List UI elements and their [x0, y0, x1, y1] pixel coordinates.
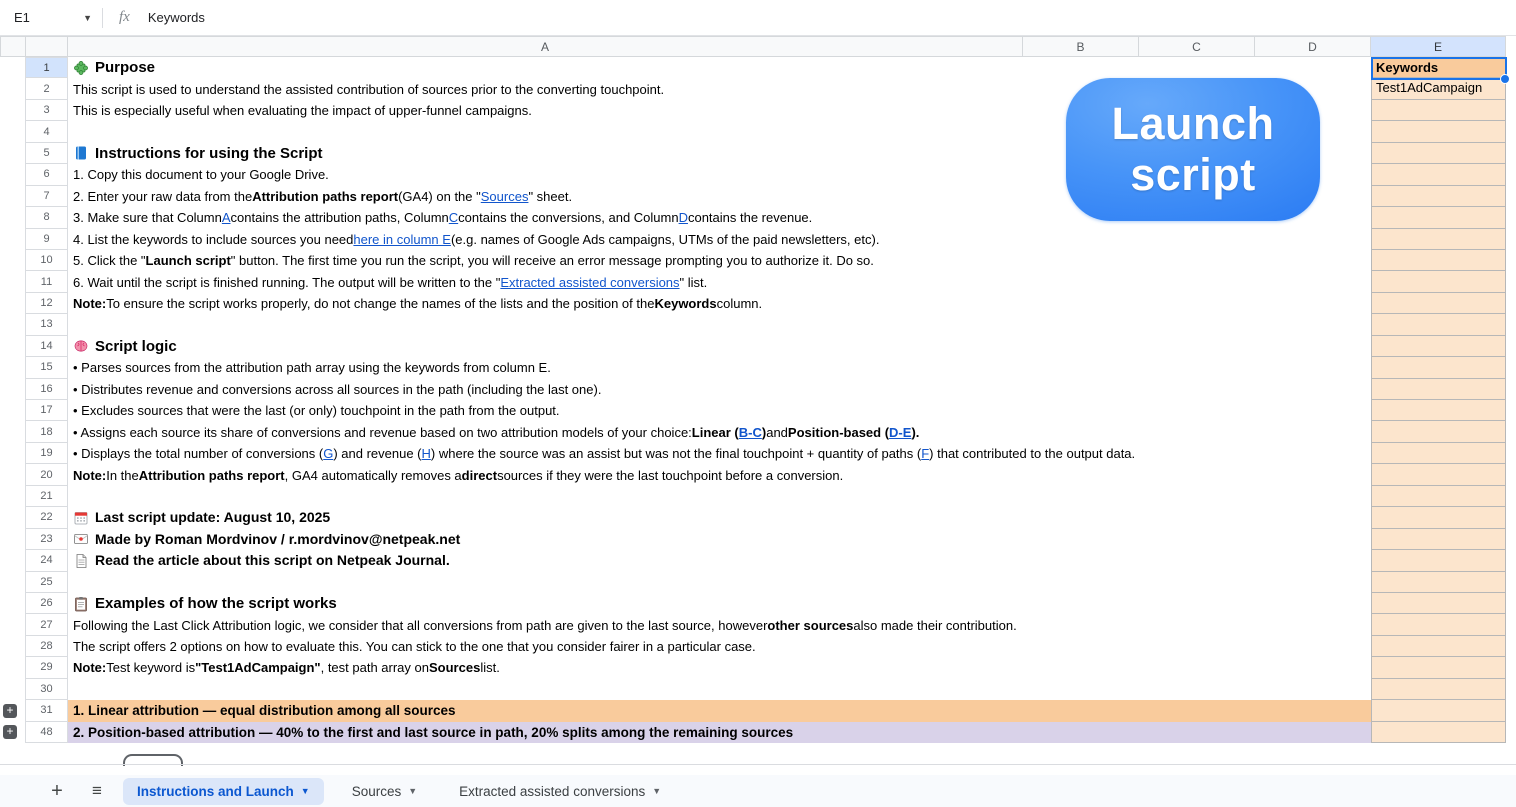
blue-book-icon: [73, 145, 89, 161]
cell[interactable]: 2. Enter your raw data from the Attribution paths report (GA4) on the " Sources " sheet.: [68, 186, 1371, 207]
sheet-tab-bar: [0, 775, 1516, 807]
cell[interactable]: Read the article about this script on Netpeak Journal.: [68, 550, 1371, 571]
table-row: [0, 550, 1516, 571]
row-header[interactable]: 19: [25, 443, 68, 464]
table-row: [0, 379, 1516, 400]
row-header[interactable]: 1: [25, 57, 68, 78]
table-row: [0, 657, 1516, 678]
keyword-cell[interactable]: [1371, 121, 1506, 142]
cell[interactable]: This is especially useful when evaluating the impact of upper-funnel campaigns.: [73, 103, 532, 119]
cell-link[interactable]: B-C: [738, 424, 762, 440]
keyword-cell[interactable]: [1371, 164, 1506, 185]
row-header[interactable]: 8: [25, 207, 68, 228]
row-header[interactable]: 18: [25, 421, 68, 442]
cell-link[interactable]: D: [678, 210, 688, 226]
cell[interactable]: This script is used to understand the assisted contribution of sources prior to the converting touchpoint.: [73, 81, 665, 97]
row-group-gutter: [0, 464, 25, 485]
clipboard-icon: [73, 596, 89, 612]
column-header-a[interactable]: A: [68, 36, 1023, 57]
keyword-cell[interactable]: [1371, 636, 1506, 657]
sheet-tab-label: Instructions and Launch: [137, 783, 294, 799]
table-row: [0, 400, 1516, 421]
keyword-cell[interactable]: [1371, 507, 1506, 528]
keyword-cell[interactable]: [1371, 657, 1506, 678]
row-group-gutter: [0, 657, 25, 678]
row-group-gutter: [0, 636, 25, 657]
add-sheet-icon[interactable]: +: [51, 779, 63, 802]
row-header[interactable]: 31: [25, 700, 68, 721]
row-header[interactable]: 30: [25, 679, 68, 700]
keyword-cell[interactable]: [1371, 100, 1506, 121]
table-row: [0, 529, 1516, 550]
row-group-gutter: [0, 250, 25, 271]
table-row: [0, 593, 1516, 614]
keyword-cell[interactable]: [1371, 186, 1506, 207]
keyword-cell[interactable]: Test1AdCampaign: [1371, 78, 1506, 99]
cell[interactable]: Last script update: August 10, 2025: [68, 507, 1371, 528]
cell[interactable]: Note: In the Attribution paths report , GA4 automatically removes a direct sources if they were the last touchpoint before a conversion.: [73, 467, 844, 483]
cell[interactable]: 6. Wait until the script is finished running. The output will be written to the " Extracted assisted conversions " list.: [68, 271, 1371, 292]
table-row: [0, 57, 1516, 78]
row-header[interactable]: 20: [25, 464, 68, 485]
row-group-gutter: [0, 57, 25, 78]
row-header[interactable]: 7: [25, 186, 68, 207]
cell-link[interactable]: here in column E: [353, 231, 451, 247]
cell[interactable]: • Assigns each source its share of conversions and revenue based on two attribution models of your choice: Linear ( B-C ) and Position-based ( D-E ).: [68, 421, 1371, 442]
row-group-gutter: [0, 357, 25, 378]
row-group-gutter: [0, 143, 25, 164]
keyword-cell[interactable]: [1371, 700, 1506, 721]
expand-group-button[interactable]: +: [3, 725, 17, 739]
row-header[interactable]: 28: [25, 636, 68, 657]
table-row: [0, 314, 1516, 335]
row-header[interactable]: 13: [25, 314, 68, 335]
page-icon: [73, 553, 89, 569]
cell[interactable]: • Displays the total number of conversions ( G ) and revenue ( H ) where the source was an assist but was not the final touchpoint + quantity of paths ( F ) that contributed to the output data.: [68, 443, 1371, 464]
name-box[interactable]: [0, 0, 102, 35]
column-headers: [0, 36, 1516, 57]
sheet-tab-sources[interactable]: [338, 778, 431, 805]
row-header[interactable]: 22: [25, 507, 68, 528]
keyword-cell[interactable]: [1371, 250, 1506, 271]
row-header[interactable]: 9: [25, 229, 68, 250]
table-row: [0, 700, 1516, 721]
cell[interactable]: • Parses sources from the attribution path array using the keywords from column E.: [73, 360, 551, 376]
sheet-tab-label: Sources: [351, 783, 402, 799]
email-icon: [73, 531, 89, 547]
row-header[interactable]: 10: [25, 250, 68, 271]
row-group-gutter: [0, 700, 25, 721]
cell[interactable]: [68, 679, 1371, 700]
row-header[interactable]: 15: [25, 357, 68, 378]
cell[interactable]: • Distributes revenue and conversions across all sources in the path (including the last one).: [73, 381, 602, 397]
keyword-cell[interactable]: [1371, 529, 1506, 550]
table-row: [0, 636, 1516, 657]
keyword-cell[interactable]: [1371, 357, 1506, 378]
cell[interactable]: Instructions for using the Script: [68, 143, 1371, 164]
cell[interactable]: [68, 572, 1371, 593]
keyword-cell[interactable]: [1371, 572, 1506, 593]
chevron-down-icon[interactable]: ▼: [83, 12, 92, 23]
table-row: [0, 421, 1516, 442]
select-all-corner[interactable]: [0, 36, 68, 57]
cell[interactable]: [68, 486, 1371, 507]
keyword-cell[interactable]: [1371, 464, 1506, 485]
keyword-cell[interactable]: [1371, 293, 1506, 314]
row-group-gutter: [0, 271, 25, 292]
table-row: [0, 722, 1516, 743]
row-header[interactable]: 6: [25, 164, 68, 185]
cell[interactable]: [68, 314, 1371, 335]
launch-script-button[interactable]: [1066, 78, 1320, 221]
cell[interactable]: Note: To ensure the script works properly, do not change the names of the lists and the position of the Keywords column.: [73, 296, 763, 312]
cell[interactable]: Made by Roman Mordvinov / r.mordvinov@netpeak.net: [68, 529, 1371, 550]
divider: [102, 8, 103, 28]
keyword-cell[interactable]: [1371, 271, 1506, 292]
cell-link[interactable]: A: [221, 210, 231, 226]
keyword-cell[interactable]: [1371, 143, 1506, 164]
row-group-gutter: [0, 100, 25, 121]
row-header[interactable]: 27: [25, 614, 68, 635]
cell[interactable]: 4. List the keywords to include sources you need here in column E (e.g. names of Google Ads campaigns, UTMs of the paid newsletters, etc).: [68, 229, 1371, 250]
table-row: [0, 357, 1516, 378]
chevron-down-icon[interactable]: ▼: [300, 786, 310, 796]
row-header[interactable]: 12: [25, 293, 68, 314]
row-group-gutter: [0, 336, 25, 357]
row-group-gutter: [0, 314, 25, 335]
keyword-cell[interactable]: [1371, 207, 1506, 228]
keyword-cell[interactable]: [1371, 443, 1506, 464]
column-header-b[interactable]: B: [1023, 36, 1139, 57]
table-row: [0, 464, 1516, 485]
row-header[interactable]: 11: [25, 271, 68, 292]
cell[interactable]: Examples of how the script works: [68, 593, 1371, 614]
row-group-gutter: [0, 593, 25, 614]
keywords-column: [1371, 57, 1506, 743]
keyword-cell[interactable]: [1371, 314, 1506, 335]
column-header-c[interactable]: C: [1139, 36, 1255, 57]
cell-link[interactable]: D-E: [889, 424, 912, 440]
row-group-gutter: [0, 421, 25, 442]
keyword-cell[interactable]: [1371, 679, 1506, 700]
table-row: [0, 293, 1516, 314]
cell[interactable]: Note: Test keyword is "Test1AdCampaign" , test path array on Sources list.: [73, 660, 500, 676]
calendar-icon: [73, 510, 89, 526]
row-group-gutter: [0, 293, 25, 314]
fx-icon: fx: [119, 9, 130, 25]
keyword-cell[interactable]: [1371, 486, 1506, 507]
chevron-down-icon[interactable]: ▼: [408, 786, 418, 796]
cell[interactable]: The script offers 2 options on how to evaluate this. You can stick to the one that you consider fairer in a particular case.: [73, 639, 756, 655]
cell-link[interactable]: C: [448, 210, 459, 226]
cell[interactable]: Script logic: [68, 336, 1371, 357]
row-group-gutter: [0, 550, 25, 571]
column-header-e[interactable]: E: [1371, 36, 1506, 57]
row-header[interactable]: 5: [25, 143, 68, 164]
table-row: [0, 507, 1516, 528]
keyword-cell[interactable]: [1371, 421, 1506, 442]
row-group-gutter: [0, 379, 25, 400]
row-header[interactable]: 17: [25, 400, 68, 421]
chevron-down-icon[interactable]: ▼: [652, 786, 662, 796]
row-header[interactable]: 3: [25, 100, 68, 121]
table-row: [0, 443, 1516, 464]
cell[interactable]: 1. Linear attribution — equal distribution among all sources: [68, 700, 1371, 721]
table-row: [0, 679, 1516, 700]
table-row: [0, 486, 1516, 507]
row-header[interactable]: 23: [25, 529, 68, 550]
row-header[interactable]: 21: [25, 486, 68, 507]
table-row: [0, 572, 1516, 593]
table-row: [0, 614, 1516, 635]
row-header[interactable]: 2: [25, 78, 68, 99]
launch-script-label-line2: script: [1130, 148, 1256, 200]
cell[interactable]: • Excludes sources that were the last (or only) touchpoint in the path from the output.: [73, 403, 560, 419]
row-header[interactable]: 4: [25, 121, 68, 142]
row-header[interactable]: 48: [25, 722, 68, 743]
row-header[interactable]: 25: [25, 572, 68, 593]
formula-input[interactable]: Keywords: [147, 10, 205, 25]
cell-link[interactable]: Sources: [480, 188, 529, 204]
row-header[interactable]: 29: [25, 657, 68, 678]
cell[interactable]: 1. Copy this document to your Google Drive.: [73, 167, 329, 183]
row-group-gutter: [0, 207, 25, 228]
launch-script-label-line1: Launch: [1111, 98, 1275, 150]
row-group-gutter: [0, 164, 25, 185]
cell-link[interactable]: Extracted assisted conversions: [500, 274, 680, 290]
cell[interactable]: 2. Position-based attribution — 40% to the first and last source in path, 20% splits among the remaining sources: [68, 722, 1371, 743]
row-group-gutter: [0, 614, 25, 635]
sheet-tab-extracted-assisted-conversions[interactable]: [445, 778, 675, 805]
row-header[interactable]: 24: [25, 550, 68, 571]
keyword-cell[interactable]: [1371, 336, 1506, 357]
all-sheets-menu-icon[interactable]: ≡: [92, 781, 102, 800]
divider: [0, 764, 1516, 765]
table-row: [0, 229, 1516, 250]
keyword-cell[interactable]: [1371, 614, 1506, 635]
keyword-cell[interactable]: [1371, 722, 1506, 743]
keyword-cell[interactable]: [1371, 593, 1506, 614]
brain-icon: [73, 338, 89, 354]
row-header[interactable]: 26: [25, 593, 68, 614]
row-group-gutter: [0, 186, 25, 207]
cell-link[interactable]: H: [421, 446, 431, 462]
formula-bar: [0, 0, 1516, 36]
row-header[interactable]: 14: [25, 336, 68, 357]
puzzle-icon: [73, 60, 89, 76]
keyword-cell[interactable]: [1371, 400, 1506, 421]
row-group-gutter: [0, 486, 25, 507]
row-group-gutter: [0, 121, 25, 142]
column-header-d[interactable]: D: [1255, 36, 1371, 57]
row-group-gutter: [0, 679, 25, 700]
row-group-gutter: [0, 529, 25, 550]
name-box-value: E1: [14, 10, 30, 25]
keyword-cell[interactable]: [1371, 379, 1506, 400]
cell-link[interactable]: G: [323, 446, 334, 462]
row-group-gutter: [0, 507, 25, 528]
table-row: [0, 250, 1516, 271]
sheet-tab-instructions-and-launch[interactable]: [123, 778, 324, 805]
cell[interactable]: Following the Last Click Attribution logic, we consider that all conversions from path are given to the last source, however other sources also made their contribution.: [73, 617, 1017, 633]
cell[interactable]: Purpose: [68, 57, 1371, 78]
expand-group-button[interactable]: +: [3, 704, 17, 718]
keyword-cell[interactable]: [1371, 550, 1506, 571]
keywords-header-cell[interactable]: Keywords: [1371, 57, 1506, 78]
row-group-gutter: [0, 400, 25, 421]
table-row: [0, 271, 1516, 292]
table-row: [0, 336, 1516, 357]
row-group-gutter: [0, 229, 25, 250]
cell[interactable]: 5. Click the " Launch script " button. The first time you run the script, you will receive an error message prompting you to authorize it. Do so.: [73, 253, 874, 269]
row-group-gutter: [0, 572, 25, 593]
row-group-gutter: [0, 443, 25, 464]
keyword-cell[interactable]: [1371, 229, 1506, 250]
sheet-tab-label: Extracted assisted conversions: [459, 783, 646, 799]
cell[interactable]: 3. Make sure that Column A contains the attribution paths, Column C contains the conversions, and Column D contains the revenue.: [68, 207, 1371, 228]
row-header[interactable]: 16: [25, 379, 68, 400]
row-group-gutter: [0, 722, 25, 743]
row-group-gutter: [0, 78, 25, 99]
cell-link[interactable]: F: [921, 446, 930, 462]
fill-handle[interactable]: [1500, 74, 1510, 84]
